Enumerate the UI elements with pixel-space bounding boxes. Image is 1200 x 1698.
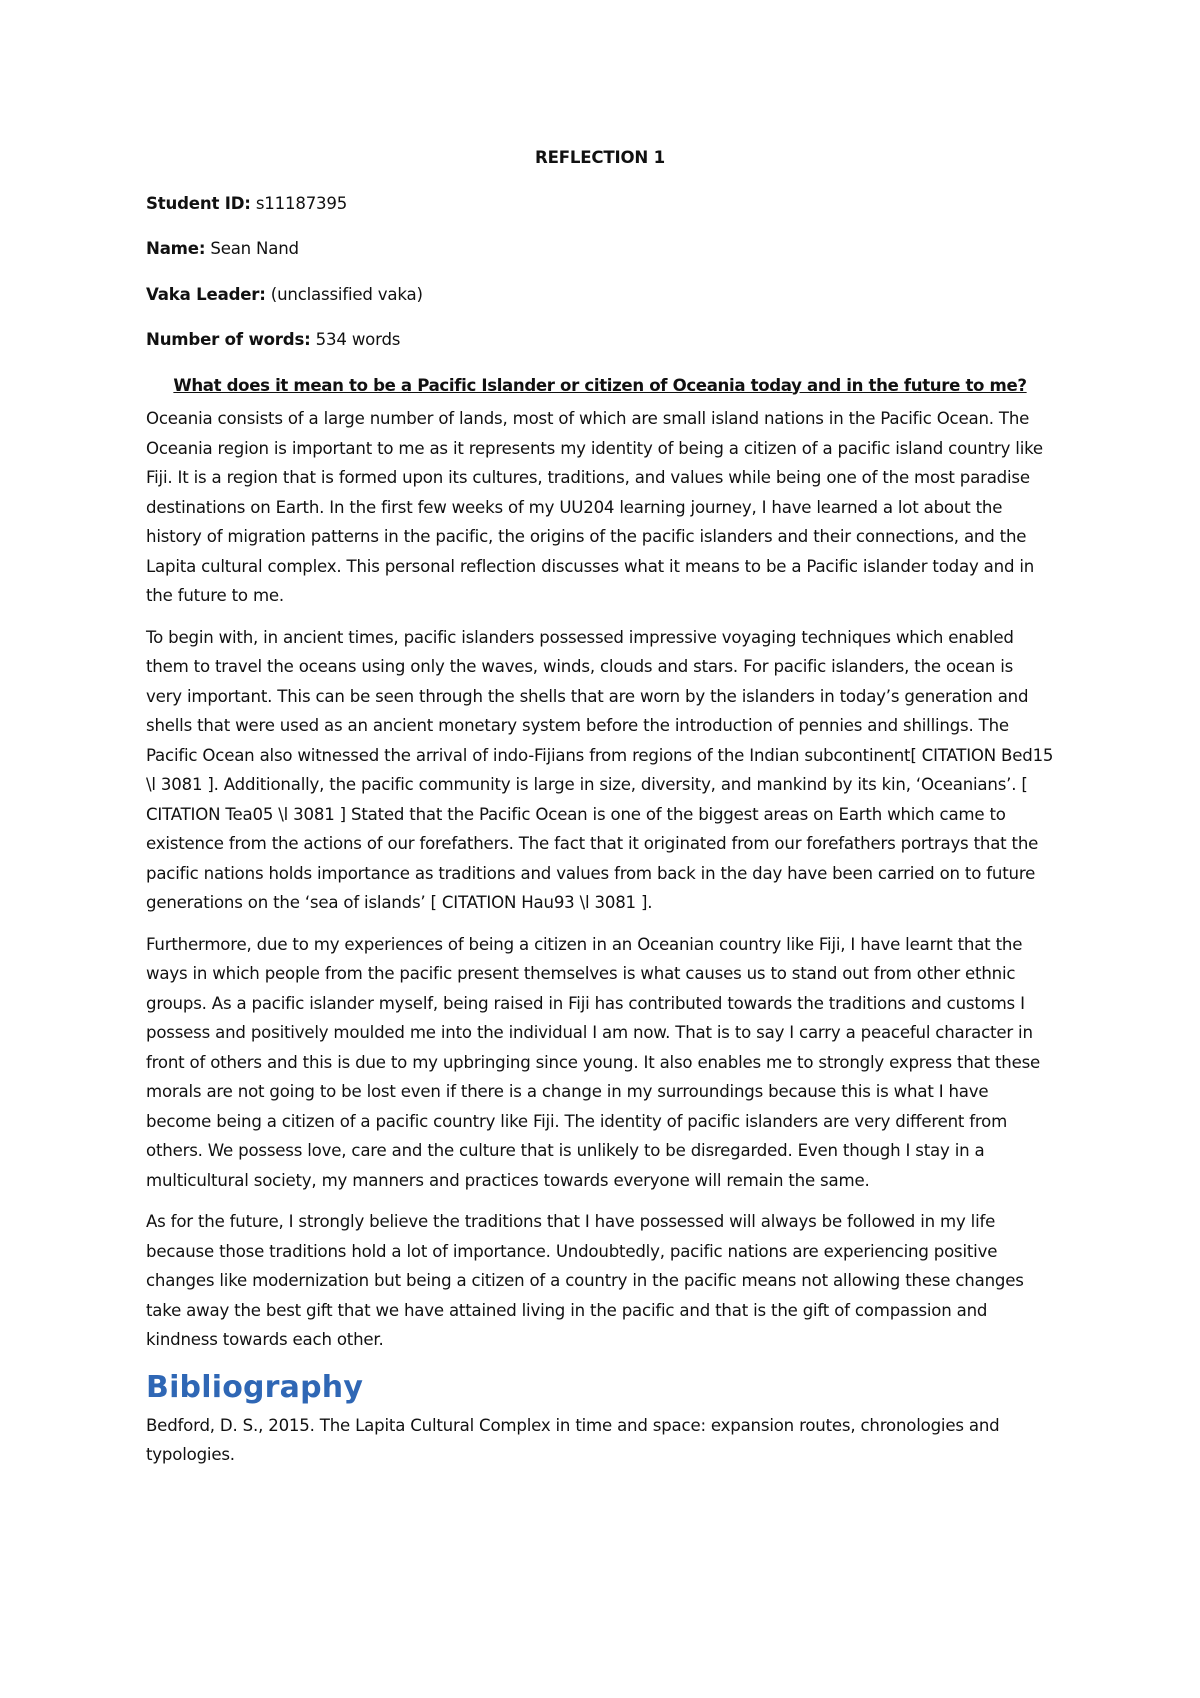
- document-body: [146, 143, 1054, 1470]
- student-id-label: Student ID:: [146, 193, 251, 213]
- student-id-line: [146, 189, 1054, 219]
- paragraph-body-1: To begin with, in ancient times, pacific islanders possessed impressive voyaging techniques which enabled them to travel the oceans using only the waves, winds, clouds and stars. For pacific islanders, the ocean is very important. This can be seen through the shells that are worn by the islanders in today’s generation and shells that were used as an ancient monetary system before the introduction of pennies and shillings. The Pacific Ocean also witnessed the arrival of indo-Fijians from regions of the Indian subcontinent[ CITATION Bed15 \l 3081 ]. Additionally, the pacific community is large in size, diversity, and mankind by its kin, ‘Oceanians’. [ CITATION Tea05 \l 3081 ] Stated that the Pacific Ocean is one of the biggest areas on Earth which came to existence from the actions of our forefathers. The fact that it originated from our forefathers portrays that the pacific nations holds importance as traditions and values from back in the day have been carried on to future generations on the ‘sea of islands’ [ CITATION Hau93 \l 3081 ].: [146, 627, 1054, 912]
- student-id-value: s11187395: [250, 193, 348, 213]
- paragraph-introduction: Oceania consists of a large number of lands, most of which are small island nations in the Pacific Ocean. The Oceania region is important to me as it represents my identity of being a citizen of a pacific island country like Fiji. It is a region that is formed upon its cultures, traditions, and values while being one of the most paradise destinations on Earth. In the first few weeks of my UU204 learning journey, I have learned a lot about the history of migration patterns in the pacific, the origins of the pacific islanders and their connections, and the Lapita cultural complex. This personal reflection discusses what it means to be a Pacific islander today and in the future to me.: [146, 409, 1043, 605]
- vaka-leader-line: [146, 280, 1054, 310]
- bibliography-entry: Bedford, D. S., 2015. The Lapita Cultural Complex in time and space: expansion routes, chronologies and typologies.: [146, 1415, 1000, 1464]
- vaka-leader-value: (unclassified vaka): [265, 284, 423, 304]
- document-title: REFLECTION 1: [535, 148, 665, 167]
- bibliography-heading: Bibliography: [146, 1369, 364, 1405]
- name-line: [146, 234, 1054, 264]
- name-value: Sean Nand: [205, 239, 299, 258]
- word-count-line: [146, 325, 1054, 355]
- essay-question: What does it mean to be a Pacific Islander or citizen of Oceania today and in the future to me?: [173, 375, 1027, 395]
- paragraph-conclusion: As for the future, I strongly believe the traditions that I have possessed will always be followed in my life because those traditions hold a lot of importance. Undoubtedly, pacific nations are experiencing positive changes like modernization but being a citizen of a country in the pacific means not allowing these changes take away the best gift that we have attained living in the pacific and that is the gift of compassion and kindness towards each other.: [146, 1212, 1024, 1349]
- word-count-value: 534 words: [310, 330, 401, 349]
- paragraph-body-2: Furthermore, due to my experiences of being a citizen in an Oceanian country like Fiji, I have learnt that the ways in which people from the pacific present themselves is what causes us to stand out from other ethnic groups. As a pacific islander myself, being raised in Fiji has contributed towards the traditions and customs I possess and positively moulded me into the individual I am now. That is to say I carry a peaceful character in front of others and this is due to my upbringing since young. It also enables me to strongly express that these morals are not going to be lost even if there is a change in my surroundings because this is what I have become being a citizen of a pacific country like Fiji. The identity of pacific islanders are very different from others. We possess love, care and the culture that is unlikely to be disregarded. Even though I stay in a multicultural society, my manners and practices towards everyone will remain the same.: [146, 934, 1041, 1190]
- word-count-label: Number of words:: [146, 330, 311, 349]
- vaka-leader-label: Vaka Leader:: [146, 284, 266, 304]
- name-label: Name:: [146, 239, 206, 258]
